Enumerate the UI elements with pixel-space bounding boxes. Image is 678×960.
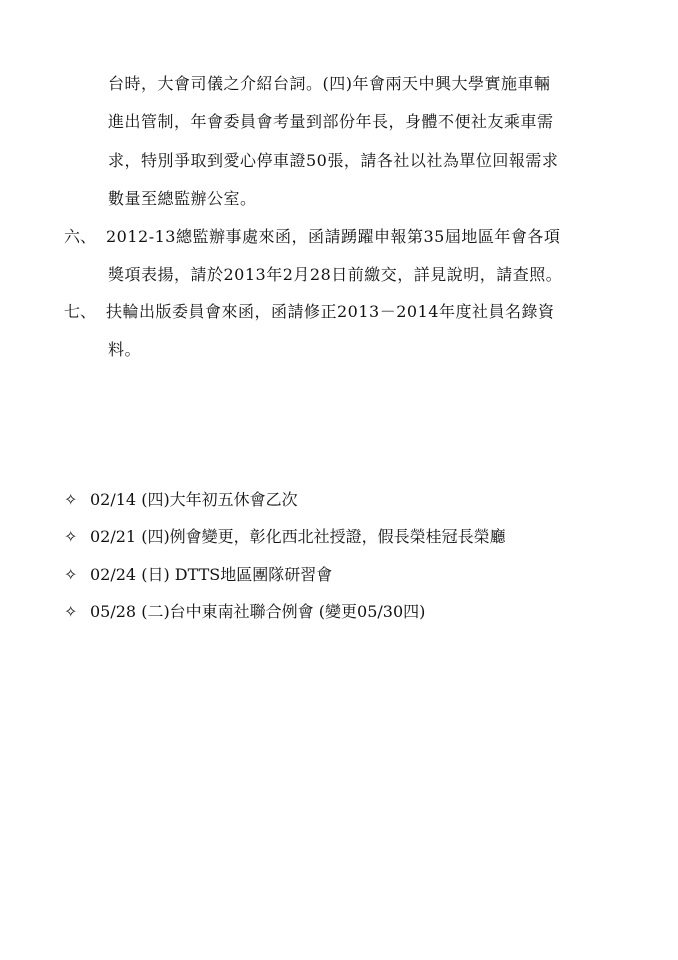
schedule-item-text: 05/28 (二)台中東南社聯合例會 (變更05/30四) (90, 602, 426, 621)
para-cont-line-1: 台時，大會司儀之介紹台詞。(四)年會兩天中興大學實施車輛 (108, 74, 551, 93)
star-bullet-icon: ✧ (64, 602, 78, 621)
item6-number: 六、 (64, 227, 97, 246)
item7-line-2: 料。 (108, 340, 142, 359)
schedule-item-text: 02/24 (日) DTTS地區團隊研習會 (90, 565, 333, 584)
star-bullet-icon: ✧ (64, 490, 78, 509)
item7-line-1: 扶輪出版委員會來函，函請修正2013－2014年度社員名錄資 (106, 302, 555, 321)
schedule-item (64, 527, 506, 547)
schedule-item (64, 565, 332, 585)
para-cont-line-2: 進出管制，年會委員會考量到部份年長，身體不便社友乘車需 (108, 112, 554, 131)
schedule-item (64, 602, 425, 622)
star-bullet-icon: ✧ (64, 565, 78, 584)
star-bullet-icon: ✧ (64, 527, 78, 546)
item6-line-2: 獎項表揚，請於2013年2月28日前繳交，詳見說明，請查照。 (108, 265, 563, 284)
item6-line-1: 2012-13總監辦事處來函，函請踴躍申報第35屆地區年會各項 (106, 227, 561, 246)
schedule-item-text: 02/21 (四)例會變更，彰化西北社授證，假長榮桂冠長榮廳 (90, 527, 506, 546)
schedule-item (64, 490, 298, 510)
schedule-item-text: 02/14 (四)大年初五休會乙次 (90, 490, 298, 509)
para-cont-line-3: 求，特別爭取到愛心停車證50張，請各社以社為單位回報需求 (108, 151, 559, 170)
para-cont-line-4: 數量至總監辦公室。 (108, 189, 257, 208)
item7-number: 七、 (64, 302, 97, 321)
